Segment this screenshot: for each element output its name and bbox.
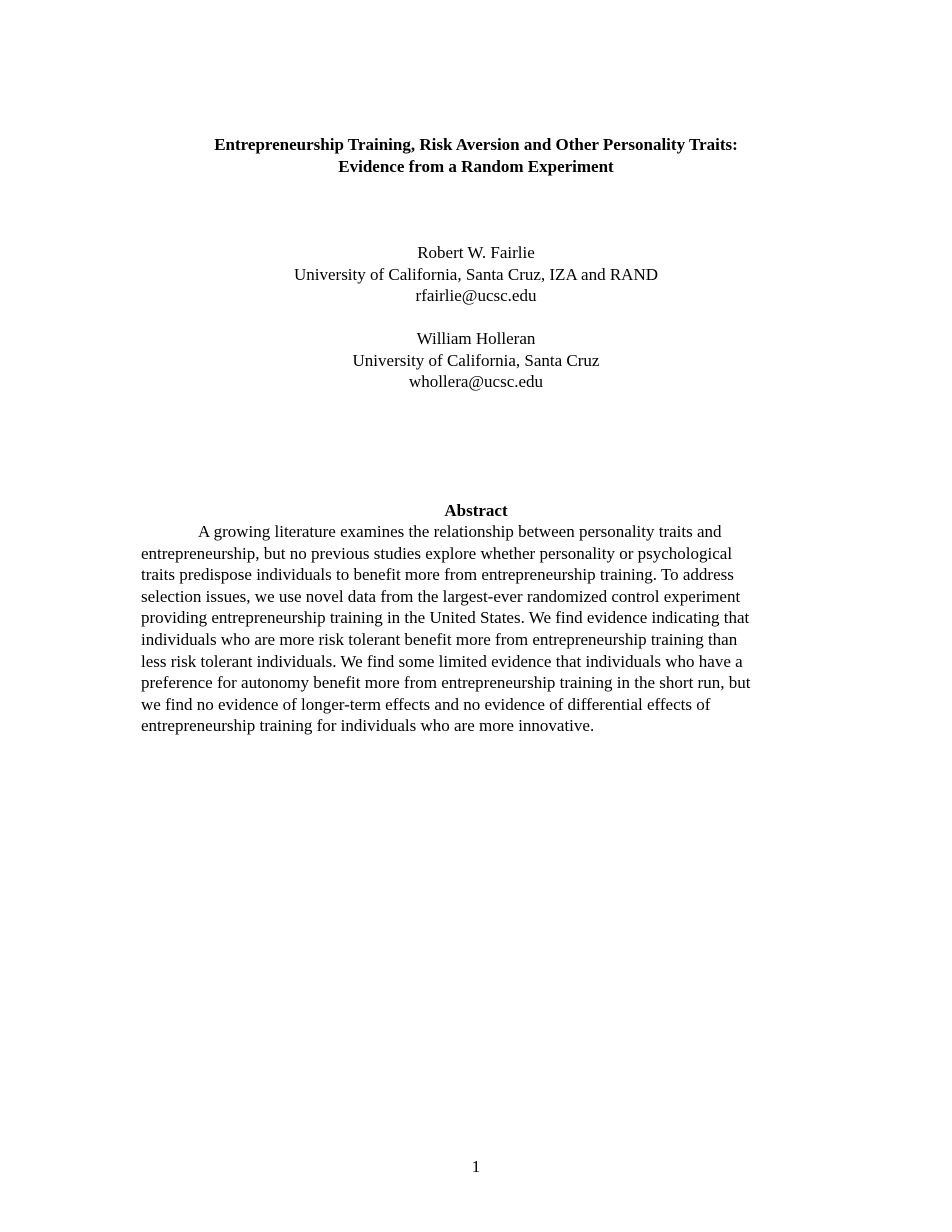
abstract-line: entrepreneurship training for individuals who are more innovative. <box>141 716 595 736</box>
abstract-line: traits predispose individuals to benefit more from entrepreneurship training. To address <box>141 565 734 585</box>
abstract-line: individuals who are more risk tolerant benefit more from entrepreneurship training than <box>141 629 738 649</box>
page-number: 1 <box>471 1157 481 1176</box>
author-name: Robert W. Fairlie <box>417 243 535 262</box>
paper-title <box>0 134 952 178</box>
abstract-line: less risk tolerant individuals. We find some limited evidence that individuals who have a <box>141 651 743 671</box>
abstract-line: selection issues, we use novel data from the largest-ever randomized control experiment <box>141 586 741 606</box>
abstract-line: providing entrepreneurship training in the United States. We find evidence indicating that <box>141 608 750 628</box>
abstract-line: we find no evidence of longer-term effects and no evidence of differential effects of <box>141 694 711 714</box>
author-block-2 <box>0 328 952 393</box>
title-line-1: Entrepreneurship Training, Risk Aversion and Other Personality Traits: <box>214 135 738 154</box>
author-email: whollera@ucsc.edu <box>408 372 544 391</box>
author-name: William Holleran <box>416 329 536 348</box>
title-line-2: Evidence from a Random Experiment <box>338 157 614 176</box>
author-email: rfairlie@ucsc.edu <box>415 286 537 305</box>
abstract-line: entrepreneurship, but no previous studies explore whether personality or psychological <box>141 543 733 563</box>
author-block-1 <box>0 242 952 307</box>
abstract-body <box>141 521 821 737</box>
abstract-line: preference for autonomy benefit more from entrepreneurship training in the short run, but <box>141 673 751 693</box>
abstract-line: A growing literature examines the relationship between personality traits and <box>198 522 722 541</box>
author-affiliation: University of California, Santa Cruz, IZA and RAND <box>293 264 658 284</box>
abstract-heading: Abstract <box>444 501 508 520</box>
author-affiliation: University of California, Santa Cruz <box>352 350 600 370</box>
